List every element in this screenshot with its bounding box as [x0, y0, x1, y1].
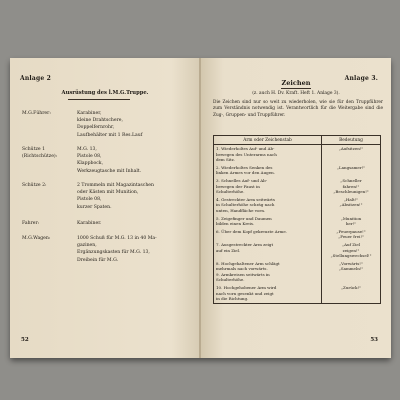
description-line: 8. Hochgehaltener Arm schlägt [216, 260, 280, 266]
table-header-description: Arm oder Zeichenstab [214, 136, 322, 145]
meaning-line: „Schneller [340, 177, 362, 183]
equipment-item: oder Kästen mit Munition, [77, 190, 139, 196]
open-book [10, 58, 391, 358]
description-line: 10. Hochgehobener Arm wird [216, 285, 277, 291]
description-line: in Schulterhöhe schräg nach [216, 202, 275, 208]
equipment-item: Doppelfernrohr, [77, 125, 115, 131]
equipment-items [77, 146, 195, 175]
description-line: 1. Wiederholtes Auf- und Ab- [216, 146, 275, 151]
table-header-meaning: Bedeutung [322, 136, 381, 145]
table-row [214, 164, 381, 177]
table-row [214, 284, 381, 303]
table-row [214, 215, 381, 228]
sign-description [214, 215, 322, 228]
meaning-line: „Absitzen!" [339, 202, 363, 208]
sign-meaning [322, 215, 381, 228]
sign-meaning [322, 241, 381, 260]
equipment-role [22, 110, 76, 117]
role-name: Schütze 2: [22, 183, 47, 188]
description-line: linken Armes vor den Augen. [216, 170, 275, 176]
equipment-item: kurzer Spaten. [77, 204, 112, 210]
meaning-line: zeigen!" [342, 247, 360, 253]
equipment-item: Laufbehälter mit 1 Res.Lauf [77, 132, 143, 138]
meaning-line: fahren!" [342, 183, 360, 189]
meaning-line: „Halt!" [343, 196, 359, 202]
left-page [10, 58, 200, 358]
equipment-role [22, 182, 76, 189]
description-line: bewegen des Unterarms nach [216, 151, 277, 157]
sign-description [214, 228, 322, 241]
equipment-items [77, 182, 195, 211]
meaning-line: „Beschleunigen!" [333, 189, 369, 195]
equipment-item: Klappbock, [77, 161, 104, 167]
equipment-item: Pistole 08, [77, 154, 102, 160]
description-line: 6. Über dem Kopf gekreuzte Arme. [216, 228, 287, 234]
meaning-line: „Langsamer!" [336, 164, 366, 170]
equipment-role [22, 146, 76, 160]
meaning-line: „Stellungswechsel!" [330, 253, 372, 259]
table-row [214, 177, 381, 196]
equipment-role [22, 220, 76, 227]
equipment-item: Ergänzungskasten für M.G. 13, [77, 250, 150, 256]
equipment-item: Karabiner, [77, 111, 102, 116]
equipment-item: gazinen, [77, 243, 97, 249]
role-name: Fahrer: [22, 221, 40, 226]
page-number-right: 53 [370, 337, 378, 343]
signals-subtitle: (z. auch H. Dv. Kraft. Heft 1. Anlage 3). [252, 91, 340, 96]
equipment-item: kleine Drahtschere, [77, 118, 123, 124]
sign-description [214, 177, 322, 196]
description-line: Schulterhöhe. [216, 189, 245, 195]
anlage-label-right: Anlage 3. [344, 75, 378, 82]
description-line: 2. Wiederholtes Senken des [216, 164, 273, 170]
equipment-item: 1000 Schuß für M.G. 13 in 40 Ma- [77, 236, 157, 241]
meaning-line: her!" [345, 221, 357, 227]
sign-description [214, 145, 322, 164]
signals-intro: Die Zeichen sind nur so weit zu wiederholen, wie sie für den Truppführer zum Verständnis notwendig ist. Verantwortlich für die Weitergabe sind die Zug-, Gruppen- und Truppführer. [213, 100, 383, 118]
description-line: bewegen der Faust in [216, 183, 260, 189]
description-line: in die Richtung. [216, 296, 249, 302]
description-line: dem Sitz. [216, 157, 235, 163]
signals-title-underline [281, 88, 311, 89]
equipment-item: M.G. 13, [77, 147, 97, 152]
equipment-item: 2 Trommeln mit Magazintaschen [77, 183, 154, 188]
table-row [214, 145, 381, 164]
title-underline [68, 99, 130, 100]
description-line: 3. Schnelles Auf- und Ab- [216, 177, 268, 183]
sign-meaning [322, 164, 381, 177]
meaning-line: „Zurück!" [340, 285, 362, 291]
role-name: M.G.Führer: [22, 111, 51, 116]
meaning-line: „Vorwärts!" [339, 260, 363, 266]
meaning-line: „Munition [340, 215, 362, 221]
meaning-line: „Auf Ziel [342, 241, 360, 247]
equipment-items [77, 235, 195, 264]
sign-meaning [322, 177, 381, 196]
sign-meaning [322, 260, 381, 284]
sign-meaning [322, 196, 381, 215]
description-line: 4. Gestreckter Arm seitwärts [216, 196, 275, 202]
table-row [214, 196, 381, 215]
description-line: 7. Ausgestreckter Arm zeigt [216, 241, 274, 247]
description-line: bilden einen Kreis. [216, 221, 255, 227]
sign-meaning [322, 145, 381, 164]
meaning-line: „Feuerpause!" [336, 228, 366, 234]
sign-meaning [322, 284, 381, 303]
equipment-item: Dreibein für M.G. [77, 257, 119, 263]
equipment-role [22, 235, 76, 242]
table-row [214, 260, 381, 284]
signals-table [213, 135, 381, 304]
description-line: 5. Zeigefinger und Daumen [216, 215, 272, 221]
equipment-title: Ausrüstung des l.M.G.Truppe. [61, 90, 149, 96]
signals-title: Zeichen [281, 79, 311, 87]
description-line: unten, Handfläche vorn. [216, 207, 266, 213]
equipment-item: Pistole 08, [77, 197, 102, 203]
anlage-label-left: Anlage 2 [20, 75, 52, 82]
meaning-line: „Sammeln!" [338, 266, 364, 272]
sign-description [214, 164, 322, 177]
equipment-items [77, 220, 195, 227]
description-line: 9. Armkreisen seitwärts in [216, 271, 270, 277]
sign-meaning [322, 228, 381, 241]
sign-description [214, 284, 322, 303]
sign-description [214, 260, 322, 284]
equipment-items [77, 110, 195, 139]
page-number-left: 52 [21, 337, 29, 343]
meaning-line: „Aufsitzen!" [338, 146, 364, 151]
role-name: M.G.Wagen: [22, 236, 51, 241]
description-line: nach vorn gesenkt und zeigt [216, 290, 274, 296]
description-line: Schulterhöhe. [216, 277, 245, 283]
sign-description [214, 196, 322, 215]
description-line: mehrmals nach vorwärts. [216, 266, 268, 272]
equipment-item: Karabiner. [77, 221, 102, 226]
sign-description [214, 241, 322, 260]
table-row [214, 241, 381, 260]
right-page [201, 58, 391, 358]
table-row [214, 228, 381, 241]
meaning-line: „Feuer frei!" [338, 234, 364, 240]
role-name: Schütze 1 [22, 147, 46, 152]
role-subname: (Richtschütze): [22, 154, 58, 160]
equipment-item: Werkzeugtasche mit Inhalt. [77, 168, 142, 174]
description-line: auf ein Ziel. [216, 247, 241, 253]
